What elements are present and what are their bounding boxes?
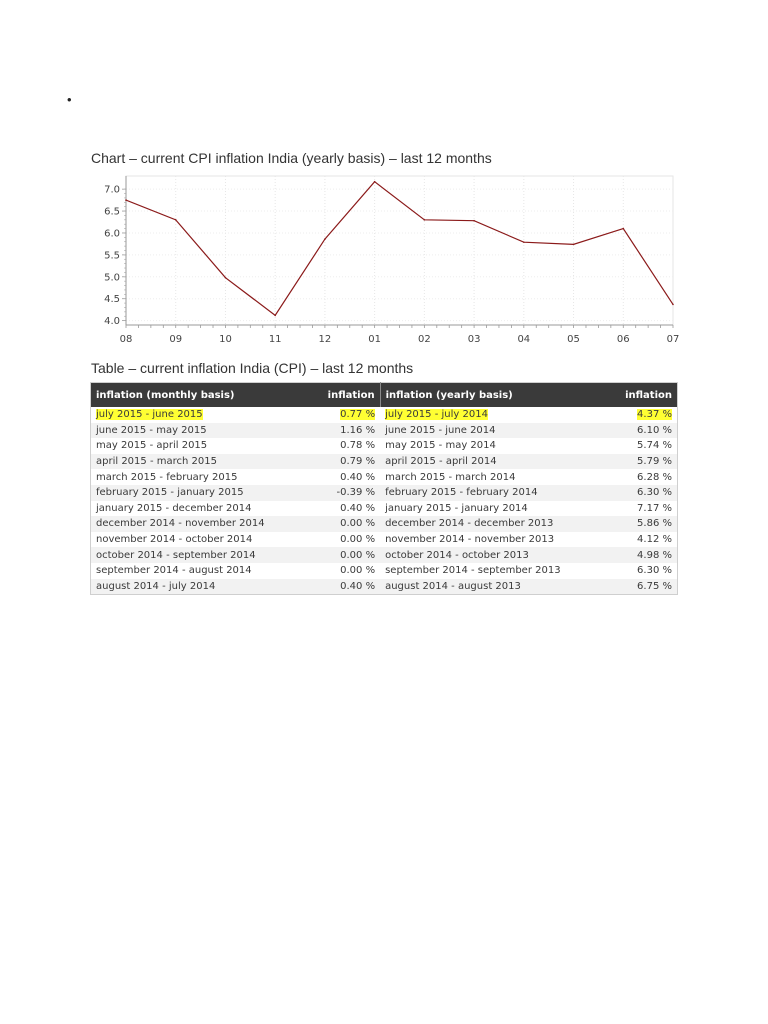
header-monthly-value: inflation <box>310 383 380 408</box>
yearly-value-cell <box>607 438 677 454</box>
table-row <box>91 579 678 595</box>
x-tick-label: 11 <box>268 334 282 345</box>
data-point <box>622 228 624 230</box>
table-row <box>91 438 678 454</box>
monthly-period-cell-text: october 2014 - september 2014 <box>96 549 256 561</box>
yearly-period-cell <box>380 579 607 595</box>
data-point <box>274 315 276 317</box>
monthly-value-cell <box>310 516 380 532</box>
x-tick-label: 12 <box>318 334 332 345</box>
y-tick-label: 6.5 <box>104 206 120 218</box>
yearly-value-cell <box>607 563 677 579</box>
yearly-value-cell-text: 5.74 % <box>637 440 672 452</box>
data-point <box>523 241 525 243</box>
yearly-period-cell <box>380 501 607 517</box>
yearly-value-cell <box>607 485 677 501</box>
yearly-period-cell-text: june 2015 - june 2014 <box>385 424 496 436</box>
chart-series <box>125 181 674 316</box>
table-row <box>91 547 678 563</box>
x-tick-label: 02 <box>417 334 431 345</box>
monthly-period-cell <box>91 438 310 454</box>
yearly-period-cell-text: september 2014 - september 2013 <box>385 565 561 577</box>
yearly-period-cell <box>380 407 607 423</box>
yearly-value-cell <box>607 407 677 423</box>
yearly-period-cell <box>380 516 607 532</box>
monthly-period-cell-text: june 2015 - may 2015 <box>96 424 207 436</box>
yearly-value-cell-text: 5.79 % <box>637 456 672 468</box>
yearly-period-cell-text: march 2015 - march 2014 <box>385 471 516 483</box>
table-row <box>91 423 678 439</box>
chart-title: Chart – current CPI inflation India (yearly basis) – last 12 months <box>91 150 492 166</box>
yearly-period-cell-text: february 2015 - february 2014 <box>385 487 538 499</box>
monthly-value-cell-text: 0.78 % <box>340 440 376 452</box>
yearly-period-cell <box>380 547 607 563</box>
series-line <box>126 182 673 316</box>
cpi-line-chart <box>88 170 680 350</box>
chart-grid <box>126 176 673 325</box>
monthly-value-cell-text: 0.00 % <box>340 549 376 561</box>
yearly-value-cell-text: 4.12 % <box>637 534 672 546</box>
monthly-period-cell <box>91 454 310 470</box>
table-row <box>91 485 678 501</box>
table-row <box>91 454 678 470</box>
y-tick-label: 5.5 <box>104 250 120 262</box>
yearly-value-cell <box>607 501 677 517</box>
table-row <box>91 563 678 579</box>
monthly-period-cell-text: may 2015 - april 2015 <box>96 440 208 452</box>
table-row <box>91 501 678 517</box>
monthly-value-cell <box>310 547 380 563</box>
yearly-period-cell <box>380 438 607 454</box>
monthly-value-cell <box>310 485 380 501</box>
monthly-value-cell-text: 0.40 % <box>340 580 376 592</box>
monthly-value-cell-text: 1.16 % <box>340 424 376 436</box>
monthly-value-cell-text: 0.40 % <box>340 502 376 514</box>
yearly-value-cell-text: 6.75 % <box>637 580 672 592</box>
monthly-period-cell-text: april 2015 - march 2015 <box>96 456 217 468</box>
monthly-period-cell <box>91 501 310 517</box>
yearly-period-cell-text: december 2014 - december 2013 <box>385 518 554 530</box>
yearly-period-cell <box>380 485 607 501</box>
x-tick-label: 05 <box>567 334 580 345</box>
monthly-period-cell-text: january 2015 - december 2014 <box>96 502 252 514</box>
yearly-value-cell-text: 4.98 % <box>637 549 672 561</box>
x-tick-label: 08 <box>119 334 133 345</box>
monthly-period-cell <box>91 532 310 548</box>
header-yearly-period: inflation (yearly basis) <box>380 383 607 408</box>
yearly-value-cell <box>607 454 677 470</box>
data-point <box>672 304 674 306</box>
y-tick-label: 4.0 <box>104 316 120 328</box>
y-tick-label: 6.0 <box>104 228 120 240</box>
yearly-period-cell-text: july 2015 - july 2014 <box>385 409 488 421</box>
monthly-value-cell <box>310 438 380 454</box>
yearly-value-cell-text: 6.28 % <box>637 471 672 483</box>
yearly-value-cell-text: 6.30 % <box>637 487 672 499</box>
monthly-value-cell <box>310 501 380 517</box>
data-point <box>324 238 326 240</box>
monthly-value-cell <box>310 454 380 470</box>
monthly-period-cell-text: september 2014 - august 2014 <box>96 565 252 577</box>
monthly-period-cell <box>91 516 310 532</box>
monthly-value-cell <box>310 563 380 579</box>
yearly-period-cell <box>380 563 607 579</box>
data-point <box>175 219 177 221</box>
table-row <box>91 516 678 532</box>
table-row <box>91 407 678 423</box>
monthly-period-cell <box>91 547 310 563</box>
monthly-value-cell-text: 0.77 % <box>340 409 376 421</box>
yearly-period-cell <box>380 454 607 470</box>
monthly-period-cell-text: february 2015 - january 2015 <box>96 487 244 499</box>
table-title: Table – current inflation India (CPI) – last 12 months <box>91 360 414 376</box>
x-tick-label: 03 <box>467 334 481 345</box>
monthly-period-cell-text: july 2015 - june 2015 <box>96 409 203 421</box>
monthly-value-cell <box>310 469 380 485</box>
yearly-value-cell <box>607 423 677 439</box>
chart-labels <box>104 185 679 345</box>
monthly-value-cell-text: 0.40 % <box>340 471 376 483</box>
monthly-value-cell-text: -0.39 % <box>336 487 376 499</box>
data-point <box>125 199 127 201</box>
yearly-period-cell <box>380 532 607 548</box>
yearly-period-cell-text: april 2015 - april 2014 <box>385 456 497 468</box>
yearly-value-cell-text: 7.17 % <box>637 502 672 514</box>
monthly-period-cell <box>91 485 310 501</box>
yearly-period-cell-text: october 2014 - october 2013 <box>385 549 529 561</box>
x-tick-label: 09 <box>169 334 183 345</box>
x-tick-label: 01 <box>368 334 382 345</box>
monthly-period-cell-text: march 2015 - february 2015 <box>96 471 238 483</box>
monthly-value-cell <box>310 532 380 548</box>
monthly-period-cell <box>91 469 310 485</box>
yearly-period-cell-text: august 2014 - august 2013 <box>385 580 521 592</box>
monthly-value-cell-text: 0.79 % <box>340 456 376 468</box>
yearly-value-cell <box>607 469 677 485</box>
yearly-value-cell <box>607 516 677 532</box>
monthly-period-cell-text: november 2014 - october 2014 <box>96 534 253 546</box>
plot-frame <box>126 176 673 325</box>
table-body <box>91 407 678 595</box>
data-point <box>573 244 575 246</box>
monthly-period-cell-text: december 2014 - november 2014 <box>96 518 265 530</box>
y-tick-label: 7.0 <box>104 184 120 196</box>
monthly-value-cell <box>310 407 380 423</box>
data-point <box>374 181 376 183</box>
yearly-period-cell-text: january 2015 - january 2014 <box>385 502 528 514</box>
x-tick-label: 06 <box>616 334 630 345</box>
x-tick-label: 07 <box>666 334 680 345</box>
monthly-value-cell-text: 0.00 % <box>340 565 376 577</box>
monthly-period-cell <box>91 407 310 423</box>
data-point <box>473 220 475 222</box>
monthly-value-cell-text: 0.00 % <box>340 534 376 546</box>
yearly-value-cell-text: 6.30 % <box>637 565 672 577</box>
monthly-value-cell <box>310 579 380 595</box>
yearly-value-cell <box>607 579 677 595</box>
monthly-period-cell <box>91 579 310 595</box>
list-bullet: • <box>67 92 72 107</box>
monthly-period-cell-text: august 2014 - july 2014 <box>96 580 216 592</box>
x-tick-label: 10 <box>219 334 232 345</box>
yearly-value-cell <box>607 532 677 548</box>
y-tick-label: 5.0 <box>104 272 120 284</box>
yearly-period-cell <box>380 423 607 439</box>
yearly-period-cell-text: may 2015 - may 2014 <box>385 440 496 452</box>
inflation-table <box>90 382 678 595</box>
x-tick-label: 04 <box>517 334 531 345</box>
header-yearly-value: inflation <box>607 383 677 408</box>
table-row <box>91 532 678 548</box>
header-monthly-period: inflation (monthly basis) <box>91 383 310 408</box>
data-point <box>225 277 227 279</box>
monthly-period-cell <box>91 563 310 579</box>
data-point <box>424 219 426 221</box>
yearly-value-cell-text: 4.37 % <box>637 409 672 421</box>
monthly-value-cell <box>310 423 380 439</box>
table-header-row <box>91 383 678 408</box>
yearly-value-cell <box>607 547 677 563</box>
yearly-period-cell <box>380 469 607 485</box>
y-tick-label: 4.5 <box>104 294 120 306</box>
yearly-value-cell-text: 5.86 % <box>637 518 672 530</box>
monthly-period-cell <box>91 423 310 439</box>
yearly-period-cell-text: november 2014 - november 2013 <box>385 534 555 546</box>
table-row <box>91 469 678 485</box>
monthly-value-cell-text: 0.00 % <box>340 518 376 530</box>
yearly-value-cell-text: 6.10 % <box>637 424 672 436</box>
